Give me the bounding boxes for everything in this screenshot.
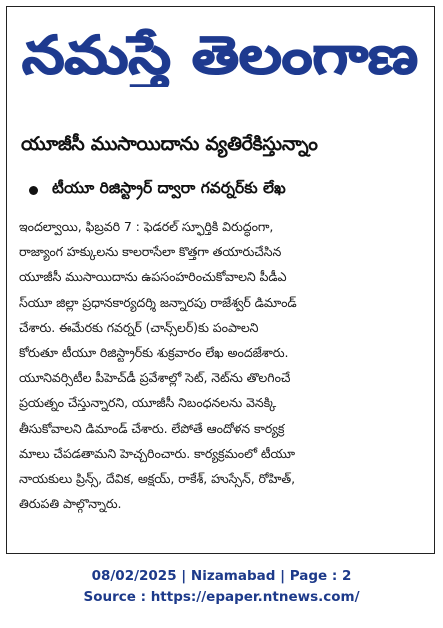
body-line: కోరుతూ టీయూ రిజిస్ట్రార్‌కు శుక్రవారం లేఖ అందజేశారు. bbox=[19, 344, 289, 360]
article-subheadline: టీయూ రిజిస్ట్రార్ ద్వారా గవర్నర్‌కు లేఖ bbox=[52, 179, 286, 197]
body-line: తిరుపతి పాల్గొన్నారు. bbox=[19, 496, 122, 512]
footer-meta-line: 08/02/2025 | Nizamabad | Page : 2 bbox=[91, 568, 352, 584]
body-line: స్‌యూ జిల్లా ప్రధానకార్యదర్శి జన్నారపు రాజేశ్వర్ డిమాండ్ bbox=[19, 294, 297, 310]
newspaper-masthead bbox=[17, 15, 423, 87]
subheadline-row bbox=[29, 179, 425, 201]
body-line: మాలు చేపడతామని హెచ్చరించారు. కార్యక్రమంలో టీయూ bbox=[19, 445, 295, 461]
masthead-logo bbox=[17, 15, 423, 87]
article-body bbox=[19, 214, 424, 516]
body-line: ఇందల్వాయి, ఫిబ్రవరి 7 : ఫెడరల్ స్ఫూర్తికి విరుద్ధంగా, bbox=[19, 219, 274, 234]
clipping-frame bbox=[6, 6, 435, 554]
clipping-footer bbox=[0, 566, 443, 608]
body-line: చేశారు. ఈమేరకు గవర్నర్ (చాన్స్‌లర్)కు పంపాలని bbox=[19, 319, 259, 335]
bullet-icon bbox=[29, 186, 38, 195]
body-line: నాయకులు ప్రిన్స్, దేవిక, అక్షయ్, రాకేశ్, హుస్సేన్, రోహిత్, bbox=[19, 470, 296, 486]
masthead-title: నమస్తే తెలంగాణ bbox=[22, 26, 363, 86]
article-headline: యూజీసీ ముసాయిదాను వ్యతిరేకిస్తున్నాం bbox=[21, 133, 318, 155]
body-line: ప్రయత్నం చేస్తున్నారని, యూజీసీ నిబంధనలను వెనక్కి bbox=[19, 395, 277, 411]
footer-source-line: Source : https://epaper.ntnews.com/ bbox=[83, 589, 360, 605]
body-line: యూజీసీ ముసాయిదాను ఉపసంహరించుకోవాలని పీడీఎ bbox=[19, 269, 287, 285]
body-line: రాజ్యాంగ హక్కులను కాలరాసేలా కొత్తగా తయారుచేసిన bbox=[19, 244, 282, 260]
body-line: యూనివర్సిటీల పీహెచ్‌డీ ప్రవేశాల్లో సెట్, నెట్‌ను తొలగించే bbox=[19, 370, 291, 386]
body-line: తీసుకోవాలని డిమాండ్ చేశారు. లేపోతే ఆందోళన కార్యక్ర bbox=[19, 420, 285, 436]
